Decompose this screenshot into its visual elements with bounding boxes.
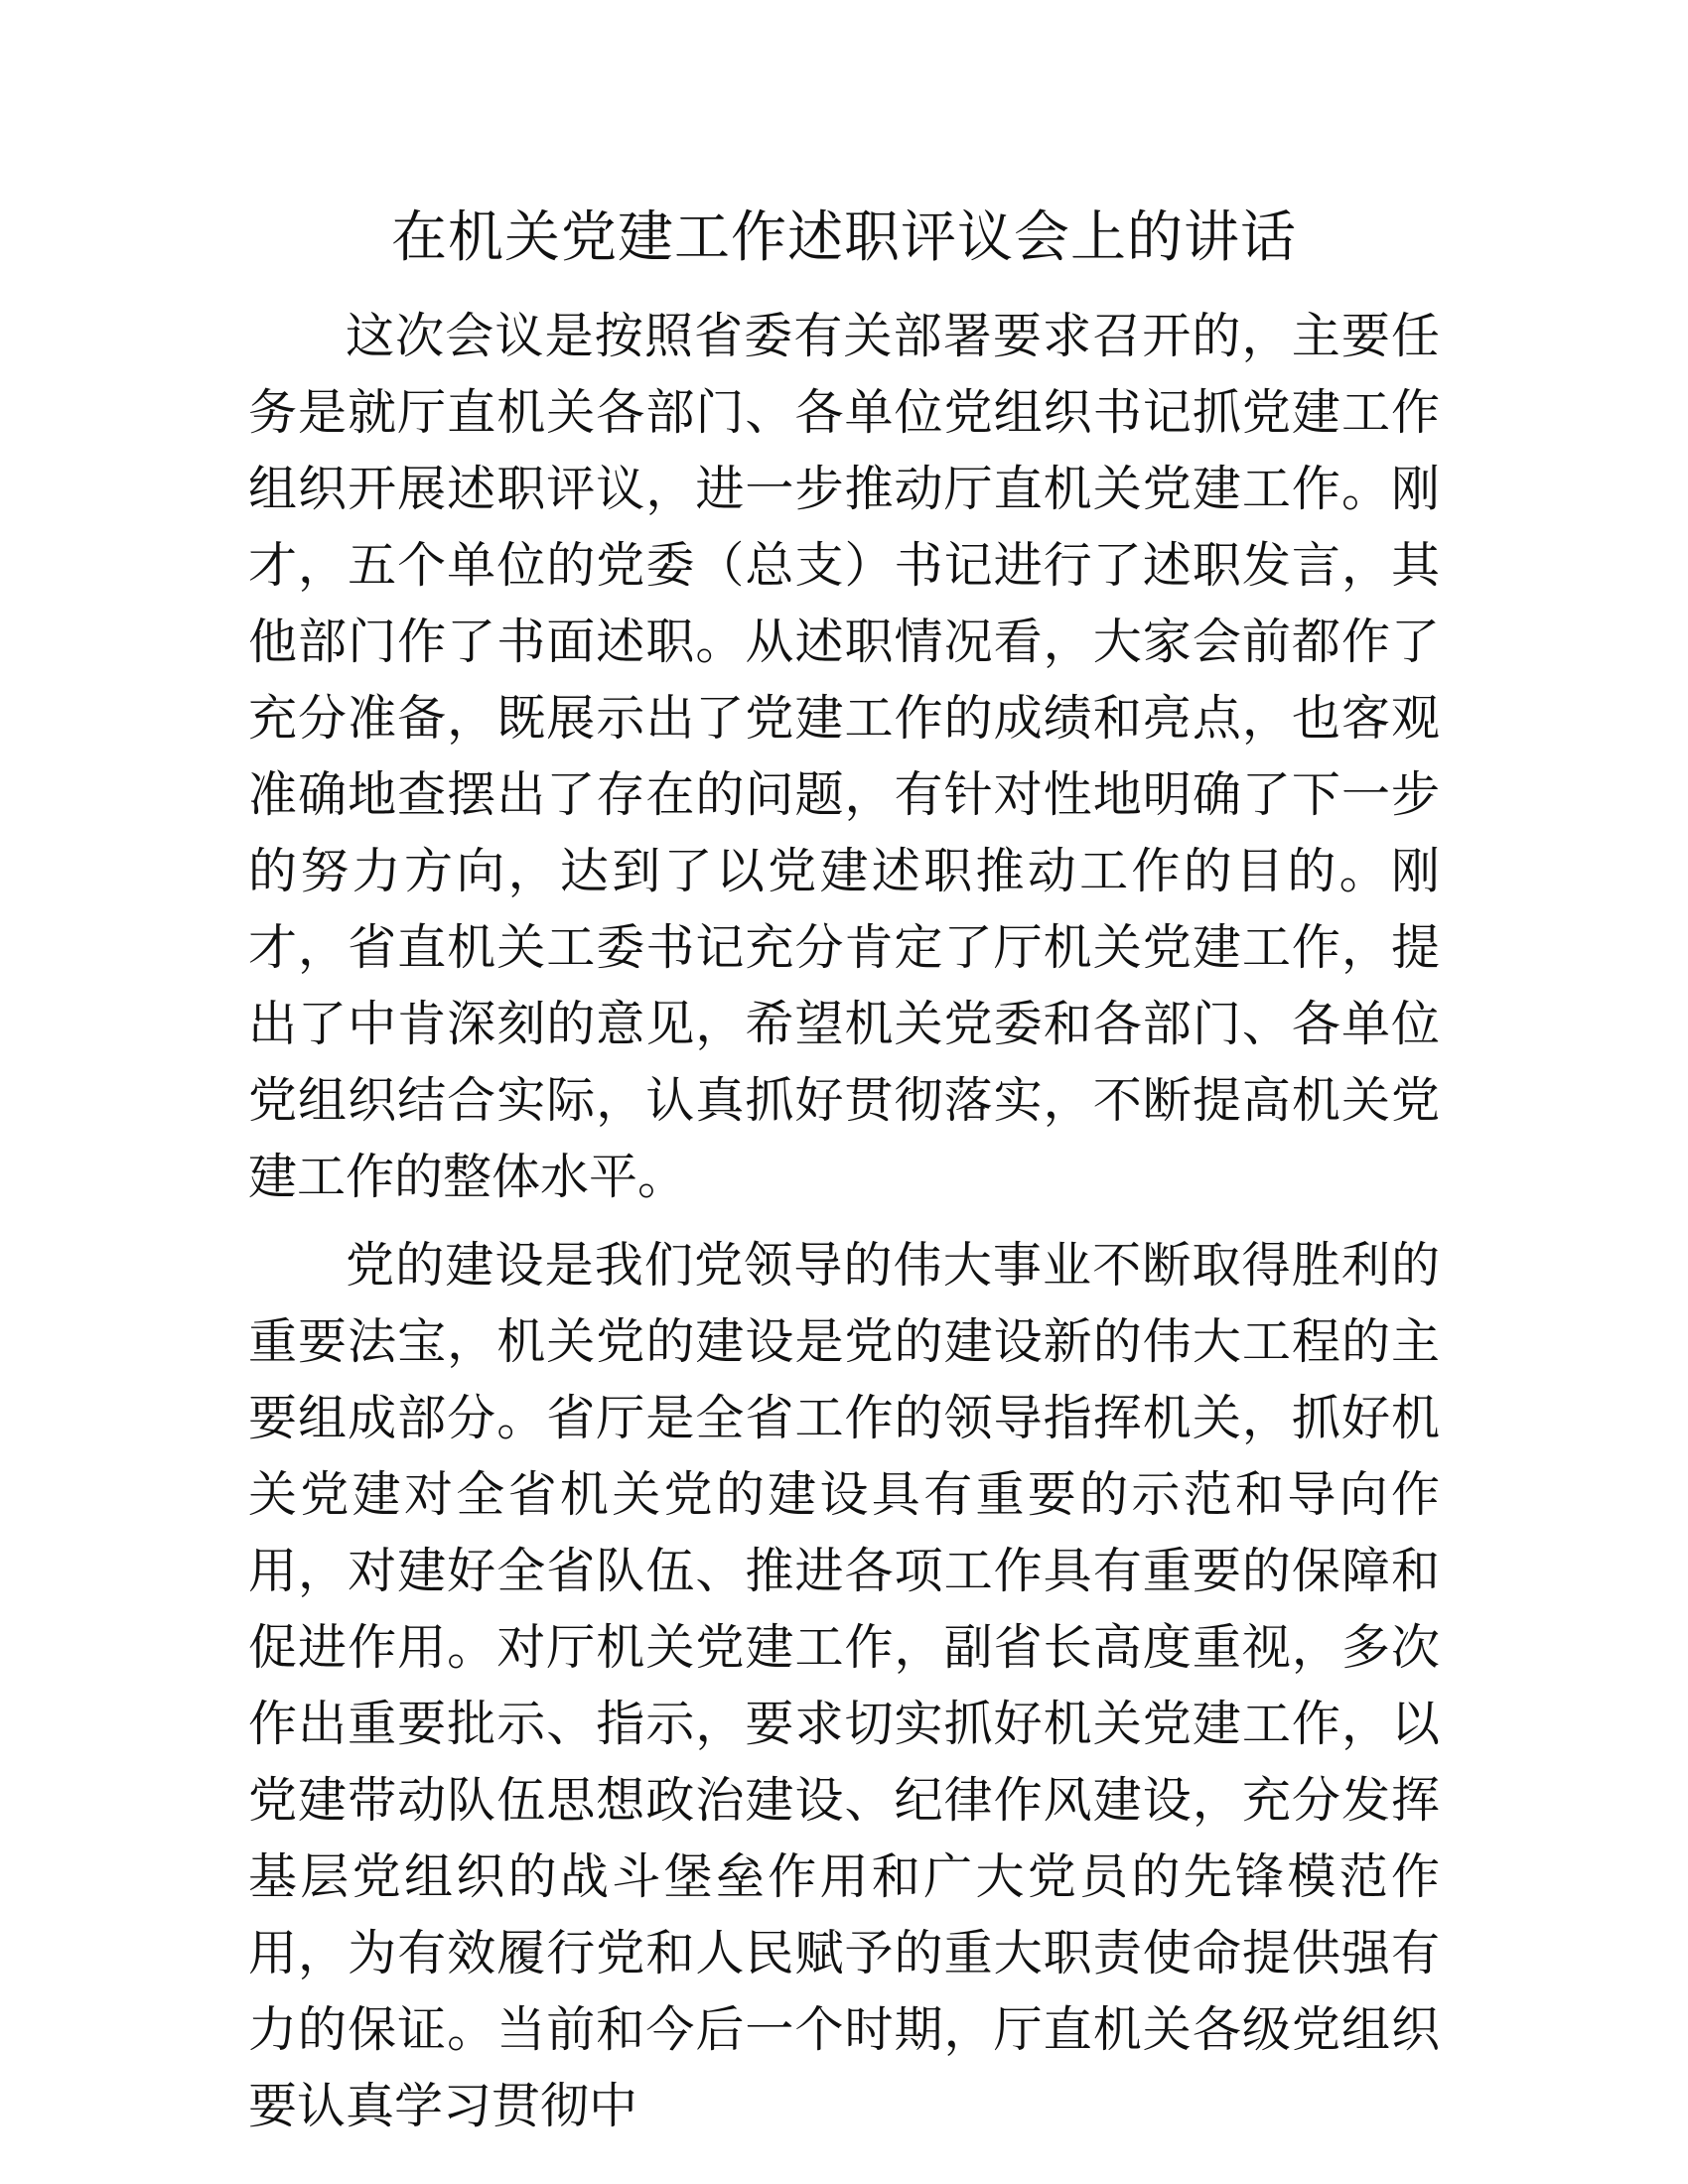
document-body <box>248 298 1440 2144</box>
paragraph-2: 党的建设是我们党领导的伟大事业不断取得胜利的重要法宝，机关党的建设是党的建设新的伟大工程的主要组成部分。省厅是全省工作的领导指挥机关，抓好机关党建对全省机关党的建设具有重要的示范和导向作用，对建好全省队伍、推进各项工作具有重要的保障和促进作用。对厅机关党建工作，副省长高度重视，多次作出重要批示、指示，要求切实抓好机关党建工作，以党建带动队伍思想政治建设、纪律作风建设，充分发挥基层党组织的战斗堡垒作用和广大党员的先锋模范作用，为有效履行党和人民赋予的重大职责使命提供强有力的保证。当前和今后一个时期，厅直机关各级党组织要认真学习贯彻中 <box>248 1237 1440 2134</box>
document-title: 在机关党建工作述职评议会上的讲话 <box>391 205 1297 270</box>
paragraph-1: 这次会议是按照省委有关部署要求召开的，主要任务是就厅直机关各部门、各单位党组织书记抓党建工作组织开展述职评议，进一步推动厅直机关党建工作。刚才，五个单位的党委（总支）书记进行了述职发言，其他部门作了书面述职。从述职情况看，大家会前都作了充分准备，既展示出了党建工作的成绩和亮点，也客观准确地查摆出了存在的问题，有针对性地明确了下一步的努力方向，达到了以党建述职推动工作的目的。刚才，省直机关工委书记充分肯定了厅机关党建工作，提出了中肯深刻的意见，希望机关党委和各部门、各单位党组织结合实际，认真抓好贯彻落实，不断提高机关党建工作的整体水平。 <box>248 308 1440 1205</box>
